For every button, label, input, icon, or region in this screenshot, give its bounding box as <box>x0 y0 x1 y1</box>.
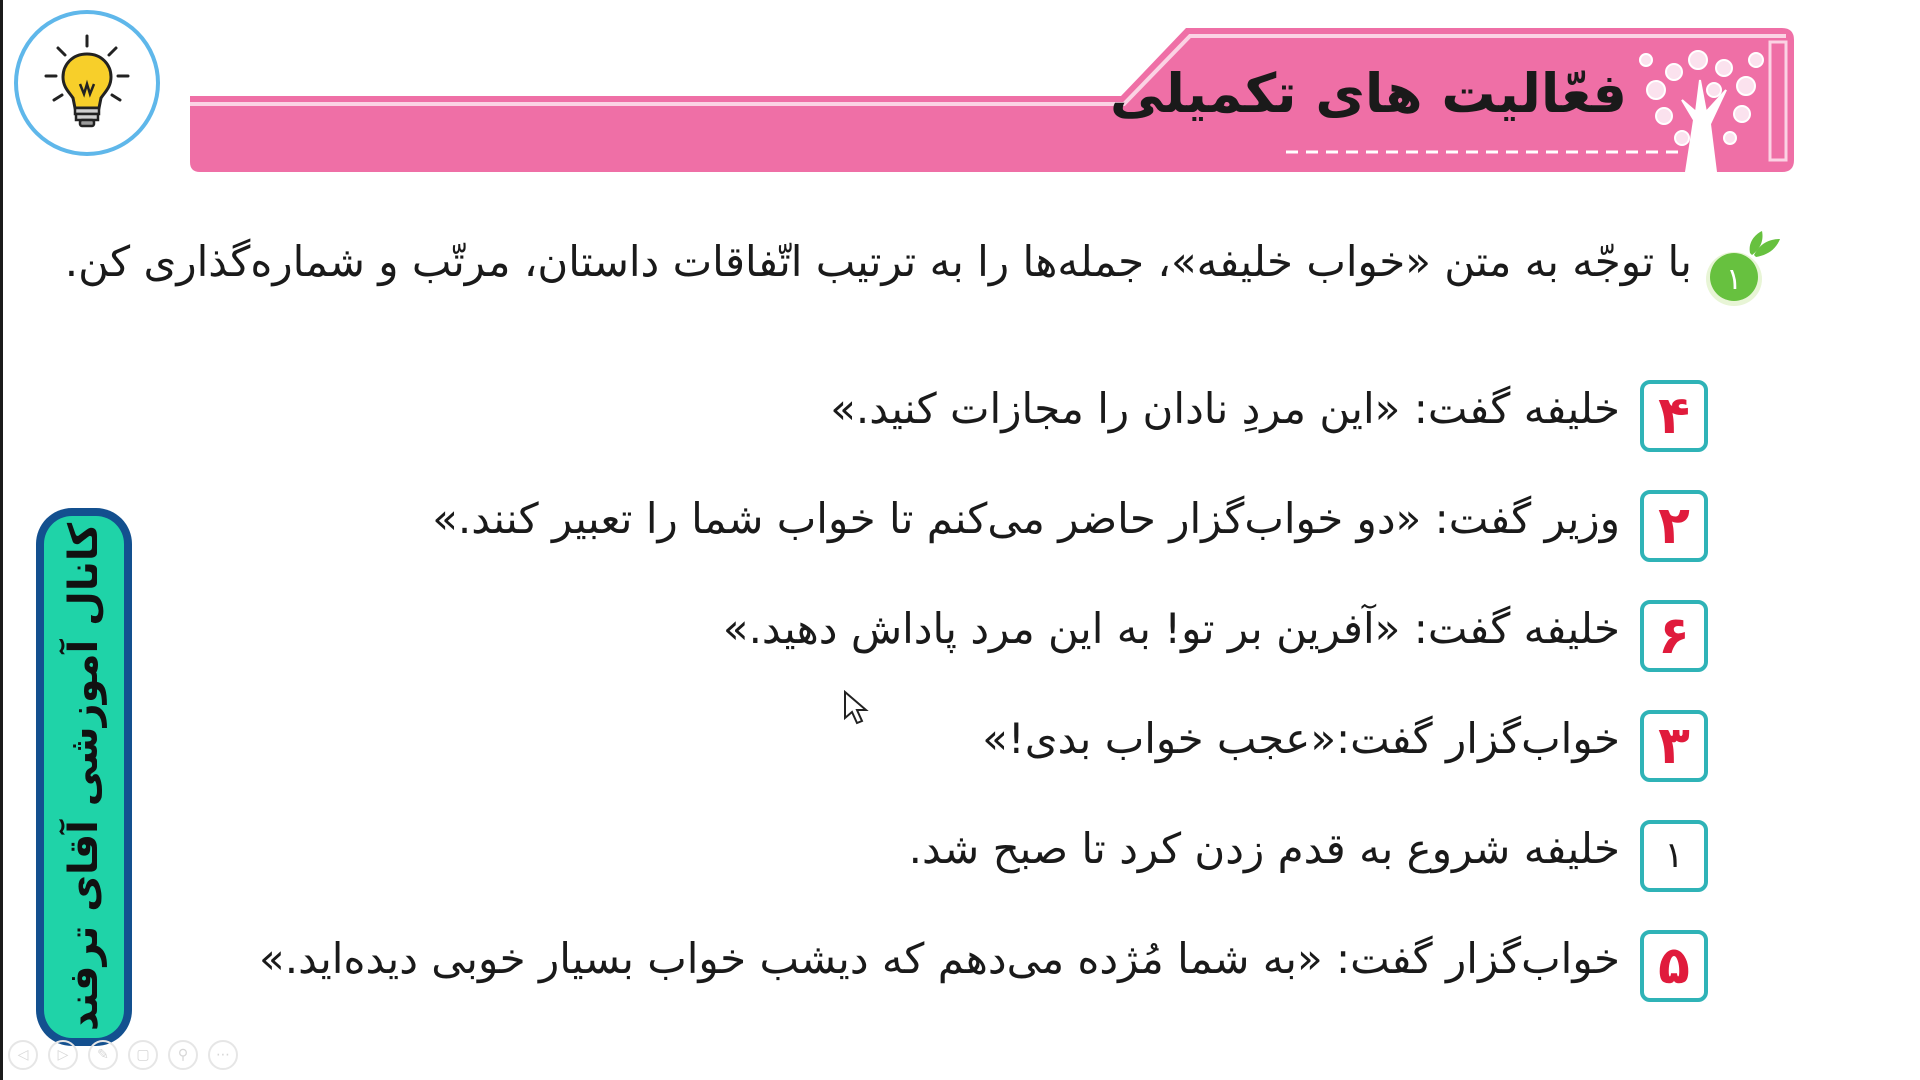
sentence-list <box>240 372 1710 1032</box>
previous-slide-button[interactable]: ◁ <box>8 1040 38 1070</box>
order-number-box[interactable]: ۵ <box>1640 930 1708 1002</box>
sentence-text: خلیفه شروع به قدم زدن کرد تا صبح شد. <box>908 824 1620 873</box>
channel-watermark <box>36 508 132 1046</box>
instruction-text: با توجّه به متن «خواب خلیفه»، جمله‌ها را به ترتیب اتّفاقات داستان، مرتّب و شماره‌گذاری کن. <box>64 237 1692 286</box>
step-number-badge <box>1684 225 1794 315</box>
zoom-button[interactable]: ⚲ <box>168 1040 198 1070</box>
sentence-text: خلیفه گفت: «این مردِ نادان را مجازات کنید.» <box>830 384 1620 433</box>
sentence-text: خواب‌گزار گفت: «به شما مُژده می‌دهم که دیشب خواب بسیار خوبی دیده‌اید.» <box>259 934 1620 983</box>
slides-overview-button[interactable]: ▢ <box>128 1040 158 1070</box>
order-number-box[interactable]: ۳ <box>1640 710 1708 782</box>
channel-watermark-inner <box>44 516 124 1038</box>
more-options-button[interactable]: ⋯ <box>208 1040 238 1070</box>
section-title: فعّالیت های تکمیلی <box>1109 62 1627 125</box>
left-border <box>0 0 3 1080</box>
lightbulb-icon <box>14 10 160 156</box>
list-item <box>240 812 1710 922</box>
list-item <box>240 372 1710 482</box>
channel-label: کانال آموزشی آقای ترفند <box>61 522 107 1032</box>
sentence-text: خلیفه گفت: «آفرین بر تو! به این مرد پاداش دهید.» <box>722 604 1620 653</box>
order-number-box[interactable]: ۶ <box>1640 600 1708 672</box>
presentation-toolbar <box>8 1040 238 1074</box>
sentence-text: وزیر گفت: «دو خواب‌گزار حاضر می‌کنم تا خواب شما را تعبیر کنند.» <box>432 494 1620 543</box>
list-item <box>240 702 1710 812</box>
list-item <box>240 592 1710 702</box>
list-item <box>240 922 1710 1032</box>
step-number: ۱ <box>1725 262 1743 297</box>
pen-tool-button[interactable]: ✎ <box>88 1040 118 1070</box>
section-header-banner <box>186 20 1802 180</box>
order-number-box[interactable]: ۱ <box>1640 820 1708 892</box>
sentence-text: خواب‌گزار گفت:«عجب خواب بدی!» <box>982 714 1620 763</box>
mouse-cursor-icon <box>843 690 869 726</box>
order-number-box[interactable]: ۴ <box>1640 380 1708 452</box>
next-slide-button[interactable]: ▷ <box>48 1040 78 1070</box>
list-item <box>240 482 1710 592</box>
order-number-box[interactable]: ۲ <box>1640 490 1708 562</box>
